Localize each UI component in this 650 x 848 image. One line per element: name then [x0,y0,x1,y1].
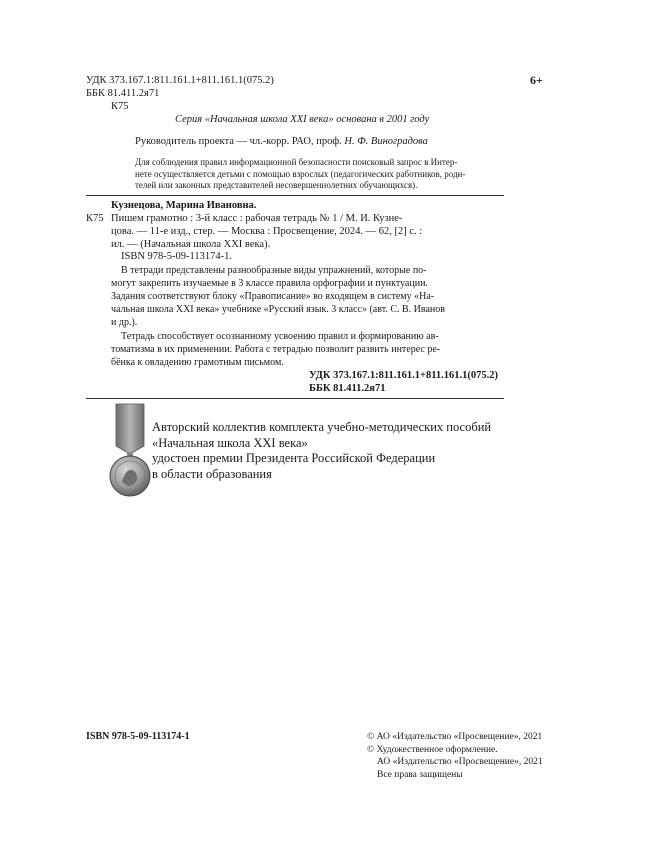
project-head-prefix: Руководитель проекта — чл.-корр. РАО, проф. [135,136,345,147]
footer-isbn: ISBN 978-5-09-113174-1 [86,731,190,742]
award-line: Авторский коллектив комплекта учебно-методических пособий [152,420,492,434]
card-description-line: ил. — (Начальная школа XXI века). [111,239,271,250]
age-rating: 6+ [530,73,543,87]
divider-bottom [86,398,504,399]
copyright-line: © Художественное оформление. [367,744,498,755]
card-isbn: ISBN 978-5-09-113174-1. [121,251,233,262]
card-abstract-line: Тетрадь способствует осознанному усвоению правил и формированию ав- [121,331,439,342]
safety-note-line: Для соблюдения правил информационной безопасности поисковый запрос в Интер- [135,157,458,167]
project-head [135,135,428,148]
card-description-line: Пишем грамотно : 3-й класс : рабочая тетрадь № 1 / М. И. Кузне- [111,213,403,224]
safety-note [135,157,465,192]
card-abstract-line: чальная школа XXI века» учебнике «Русский язык. 3 класс» (авт. С. В. Иванов [111,304,445,315]
card-abstract-line: В тетради представлены разнообразные виды упражнений, которые по- [121,265,427,276]
card-description-line: цова. — 11-е изд., стер. — Москва : Просвещение, 2024. — 62, [2] с. : [111,226,423,237]
card-abstract-line: и др.). [111,317,138,328]
safety-note-line: телей или законных представителей несовершеннолетних обучающихся). [135,180,418,190]
card-abstract-1 [111,264,445,329]
award-line: удостоен премии Президента Российской Федерации [152,451,436,465]
header-bbk: ББК 81.411.2я71 [86,88,160,99]
card-abstract-line: Задания соответствуют блоку «Правописание» во входящем в систему «На- [111,291,435,302]
copyright-line: © АО «Издательство «Просвещение», 2021 [367,732,543,742]
award-text [152,420,491,482]
copyright-line: АО «Издательство «Просвещение», 2021 [377,757,543,767]
card-bbk: ББК 81.411.2я71 [309,383,386,394]
card-author: Кузнецова, Марина Ивановна. [111,200,257,211]
project-head-name: Н. Ф. Виноградова [344,136,428,147]
card-description [111,212,422,251]
safety-note-line: нете осуществляется детьми с помощью взрослых (педагогических работников, роди- [135,168,466,179]
series-note: Серия «Начальная школа XXI века» основана в 2001 году [175,114,430,125]
divider-top [86,195,504,196]
card-abstract-line: бёнка к овладению грамотным письмом. [111,357,284,368]
card-code: К75 [86,213,104,224]
award-line: «Начальная школа XXI века» [152,435,308,450]
header-code: К75 [111,101,129,112]
card-abstract-line: могут закрепить изучаемые в 3 классе правила орфографии и пунктуации. [111,278,428,289]
footer-copyright [367,731,543,781]
header-udk: УДК 373.167.1:811.161.1+811.161.1(075.2) [86,75,274,86]
card-abstract-line: томатизма в их применении. Работа с тетрадью позволит развить интерес ре- [111,344,441,355]
medal-icon [108,402,152,502]
copyright-line: Все права защищены [377,769,463,780]
card-udk: УДК 373.167.1:811.161.1+811.161.1(075.2) [309,370,499,381]
award-line: в области образования [152,466,272,481]
card-abstract-2 [111,330,440,369]
